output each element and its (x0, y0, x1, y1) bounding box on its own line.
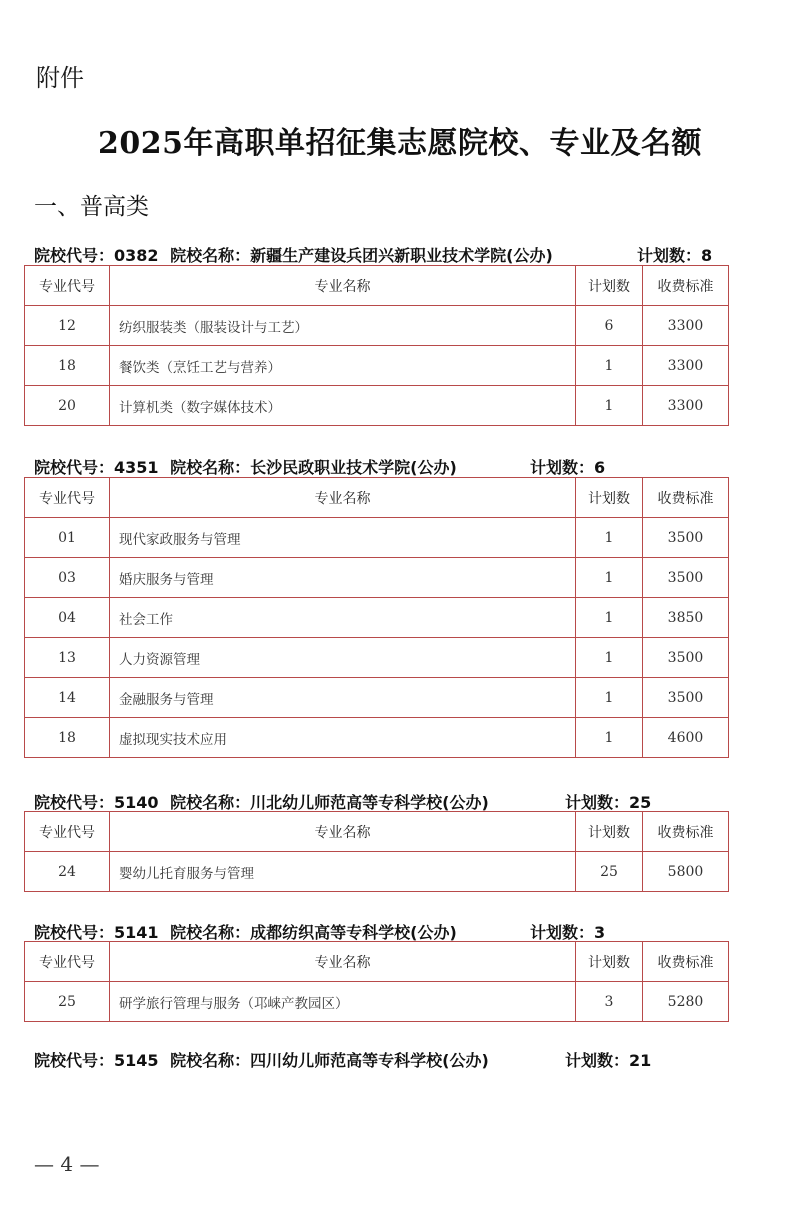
major-name: 计算机类（数字媒体技术） (110, 386, 576, 426)
table-row (25, 678, 729, 718)
major-name: 纺织服装类（服装设计与工艺） (110, 306, 576, 346)
plan-count: 1 (576, 558, 643, 598)
fee: 3500 (643, 558, 729, 598)
fee: 5280 (643, 982, 729, 1022)
header-plan-count: 计划数 (576, 478, 643, 518)
major-code: 12 (25, 306, 110, 346)
majors-table (24, 811, 729, 892)
table-header-row (25, 942, 729, 982)
plan-count: 1 (576, 386, 643, 426)
plan-count: 6 (576, 306, 643, 346)
table-row (25, 718, 729, 758)
plan-count: 1 (576, 638, 643, 678)
attachment-label: 附件 (36, 64, 84, 92)
table-header-row (25, 478, 729, 518)
school-code: 院校代号：5145 (34, 1051, 159, 1070)
major-code: 13 (25, 638, 110, 678)
page-number: — 4 — (34, 1152, 100, 1176)
header-fee: 收费标准 (643, 266, 729, 306)
table-row (25, 518, 729, 558)
plan-count: 1 (576, 598, 643, 638)
header-plan-count: 计划数 (576, 266, 643, 306)
major-code: 03 (25, 558, 110, 598)
fee: 5800 (643, 852, 729, 892)
major-name: 婴幼儿托育服务与管理 (110, 852, 576, 892)
table-row (25, 386, 729, 426)
major-name: 现代家政服务与管理 (110, 518, 576, 558)
header-fee: 收费标准 (643, 478, 729, 518)
table-row (25, 306, 729, 346)
table-row (25, 558, 729, 598)
fee: 3500 (643, 678, 729, 718)
major-code: 18 (25, 346, 110, 386)
header-fee: 收费标准 (643, 942, 729, 982)
header-major-name: 专业名称 (110, 942, 576, 982)
header-plan-count: 计划数 (576, 812, 643, 852)
school-code: 院校代号：5141 (34, 923, 159, 942)
plan-count: 3 (576, 982, 643, 1022)
header-major-name: 专业名称 (110, 812, 576, 852)
major-name: 餐饮类（烹饪工艺与营养） (110, 346, 576, 386)
page-title: 2025年高职单招征集志愿院校、专业及名额 (98, 126, 702, 161)
major-name: 社会工作 (110, 598, 576, 638)
school-plan-count: 计划数：21 (565, 1051, 652, 1070)
table-row (25, 598, 729, 638)
table-header-row (25, 266, 729, 306)
school-plan-count: 计划数：6 (530, 458, 606, 477)
school-plan-count: 计划数：25 (565, 793, 652, 812)
major-code: 20 (25, 386, 110, 426)
plan-count: 25 (576, 852, 643, 892)
school-code: 院校代号：5140 (34, 793, 159, 812)
major-name: 金融服务与管理 (110, 678, 576, 718)
school-name: 院校名称：川北幼儿师范高等专科学校(公办) (170, 793, 489, 812)
school-header (34, 455, 606, 478)
majors-table (24, 941, 729, 1022)
header-major-code: 专业代号 (25, 478, 110, 518)
major-code: 24 (25, 852, 110, 892)
school-code: 院校代号：4351 (34, 458, 159, 477)
section-heading: 一、普高类 (34, 194, 149, 220)
header-major-code: 专业代号 (25, 266, 110, 306)
major-code: 04 (25, 598, 110, 638)
major-name: 人力资源管理 (110, 638, 576, 678)
table-row (25, 852, 729, 892)
school-header (34, 243, 713, 266)
plan-count: 1 (576, 718, 643, 758)
table-row (25, 982, 729, 1022)
major-code: 14 (25, 678, 110, 718)
school-name: 院校名称：长沙民政职业技术学院(公办) (170, 458, 457, 477)
major-code: 25 (25, 982, 110, 1022)
header-major-name: 专业名称 (110, 266, 576, 306)
plan-count: 1 (576, 678, 643, 718)
table-header-row (25, 812, 729, 852)
school-plan-count: 计划数：8 (637, 246, 713, 265)
school-code: 院校代号：0382 (34, 246, 159, 265)
school-header (34, 790, 652, 813)
school-name: 院校名称：成都纺织高等专科学校(公办) (170, 923, 457, 942)
major-code: 18 (25, 718, 110, 758)
school-plan-count: 计划数：3 (530, 923, 606, 942)
header-major-code: 专业代号 (25, 942, 110, 982)
major-name: 虚拟现实技术应用 (110, 718, 576, 758)
fee: 4600 (643, 718, 729, 758)
header-plan-count: 计划数 (576, 942, 643, 982)
school-header (34, 920, 606, 943)
table-row (25, 638, 729, 678)
header-major-code: 专业代号 (25, 812, 110, 852)
major-code: 01 (25, 518, 110, 558)
table-row (25, 346, 729, 386)
fee: 3850 (643, 598, 729, 638)
majors-table (24, 265, 729, 426)
fee: 3300 (643, 386, 729, 426)
fee: 3500 (643, 638, 729, 678)
header-major-name: 专业名称 (110, 478, 576, 518)
school-name: 院校名称：四川幼儿师范高等专科学校(公办) (170, 1051, 489, 1070)
school-name: 院校名称：新疆生产建设兵团兴新职业技术学院(公办) (170, 246, 553, 265)
fee: 3300 (643, 346, 729, 386)
plan-count: 1 (576, 518, 643, 558)
fee: 3300 (643, 306, 729, 346)
header-fee: 收费标准 (643, 812, 729, 852)
school-header (34, 1048, 652, 1071)
majors-table (24, 477, 729, 758)
major-name: 研学旅行管理与服务（邛崃产教园区） (110, 982, 576, 1022)
major-name: 婚庆服务与管理 (110, 558, 576, 598)
plan-count: 1 (576, 346, 643, 386)
fee: 3500 (643, 518, 729, 558)
